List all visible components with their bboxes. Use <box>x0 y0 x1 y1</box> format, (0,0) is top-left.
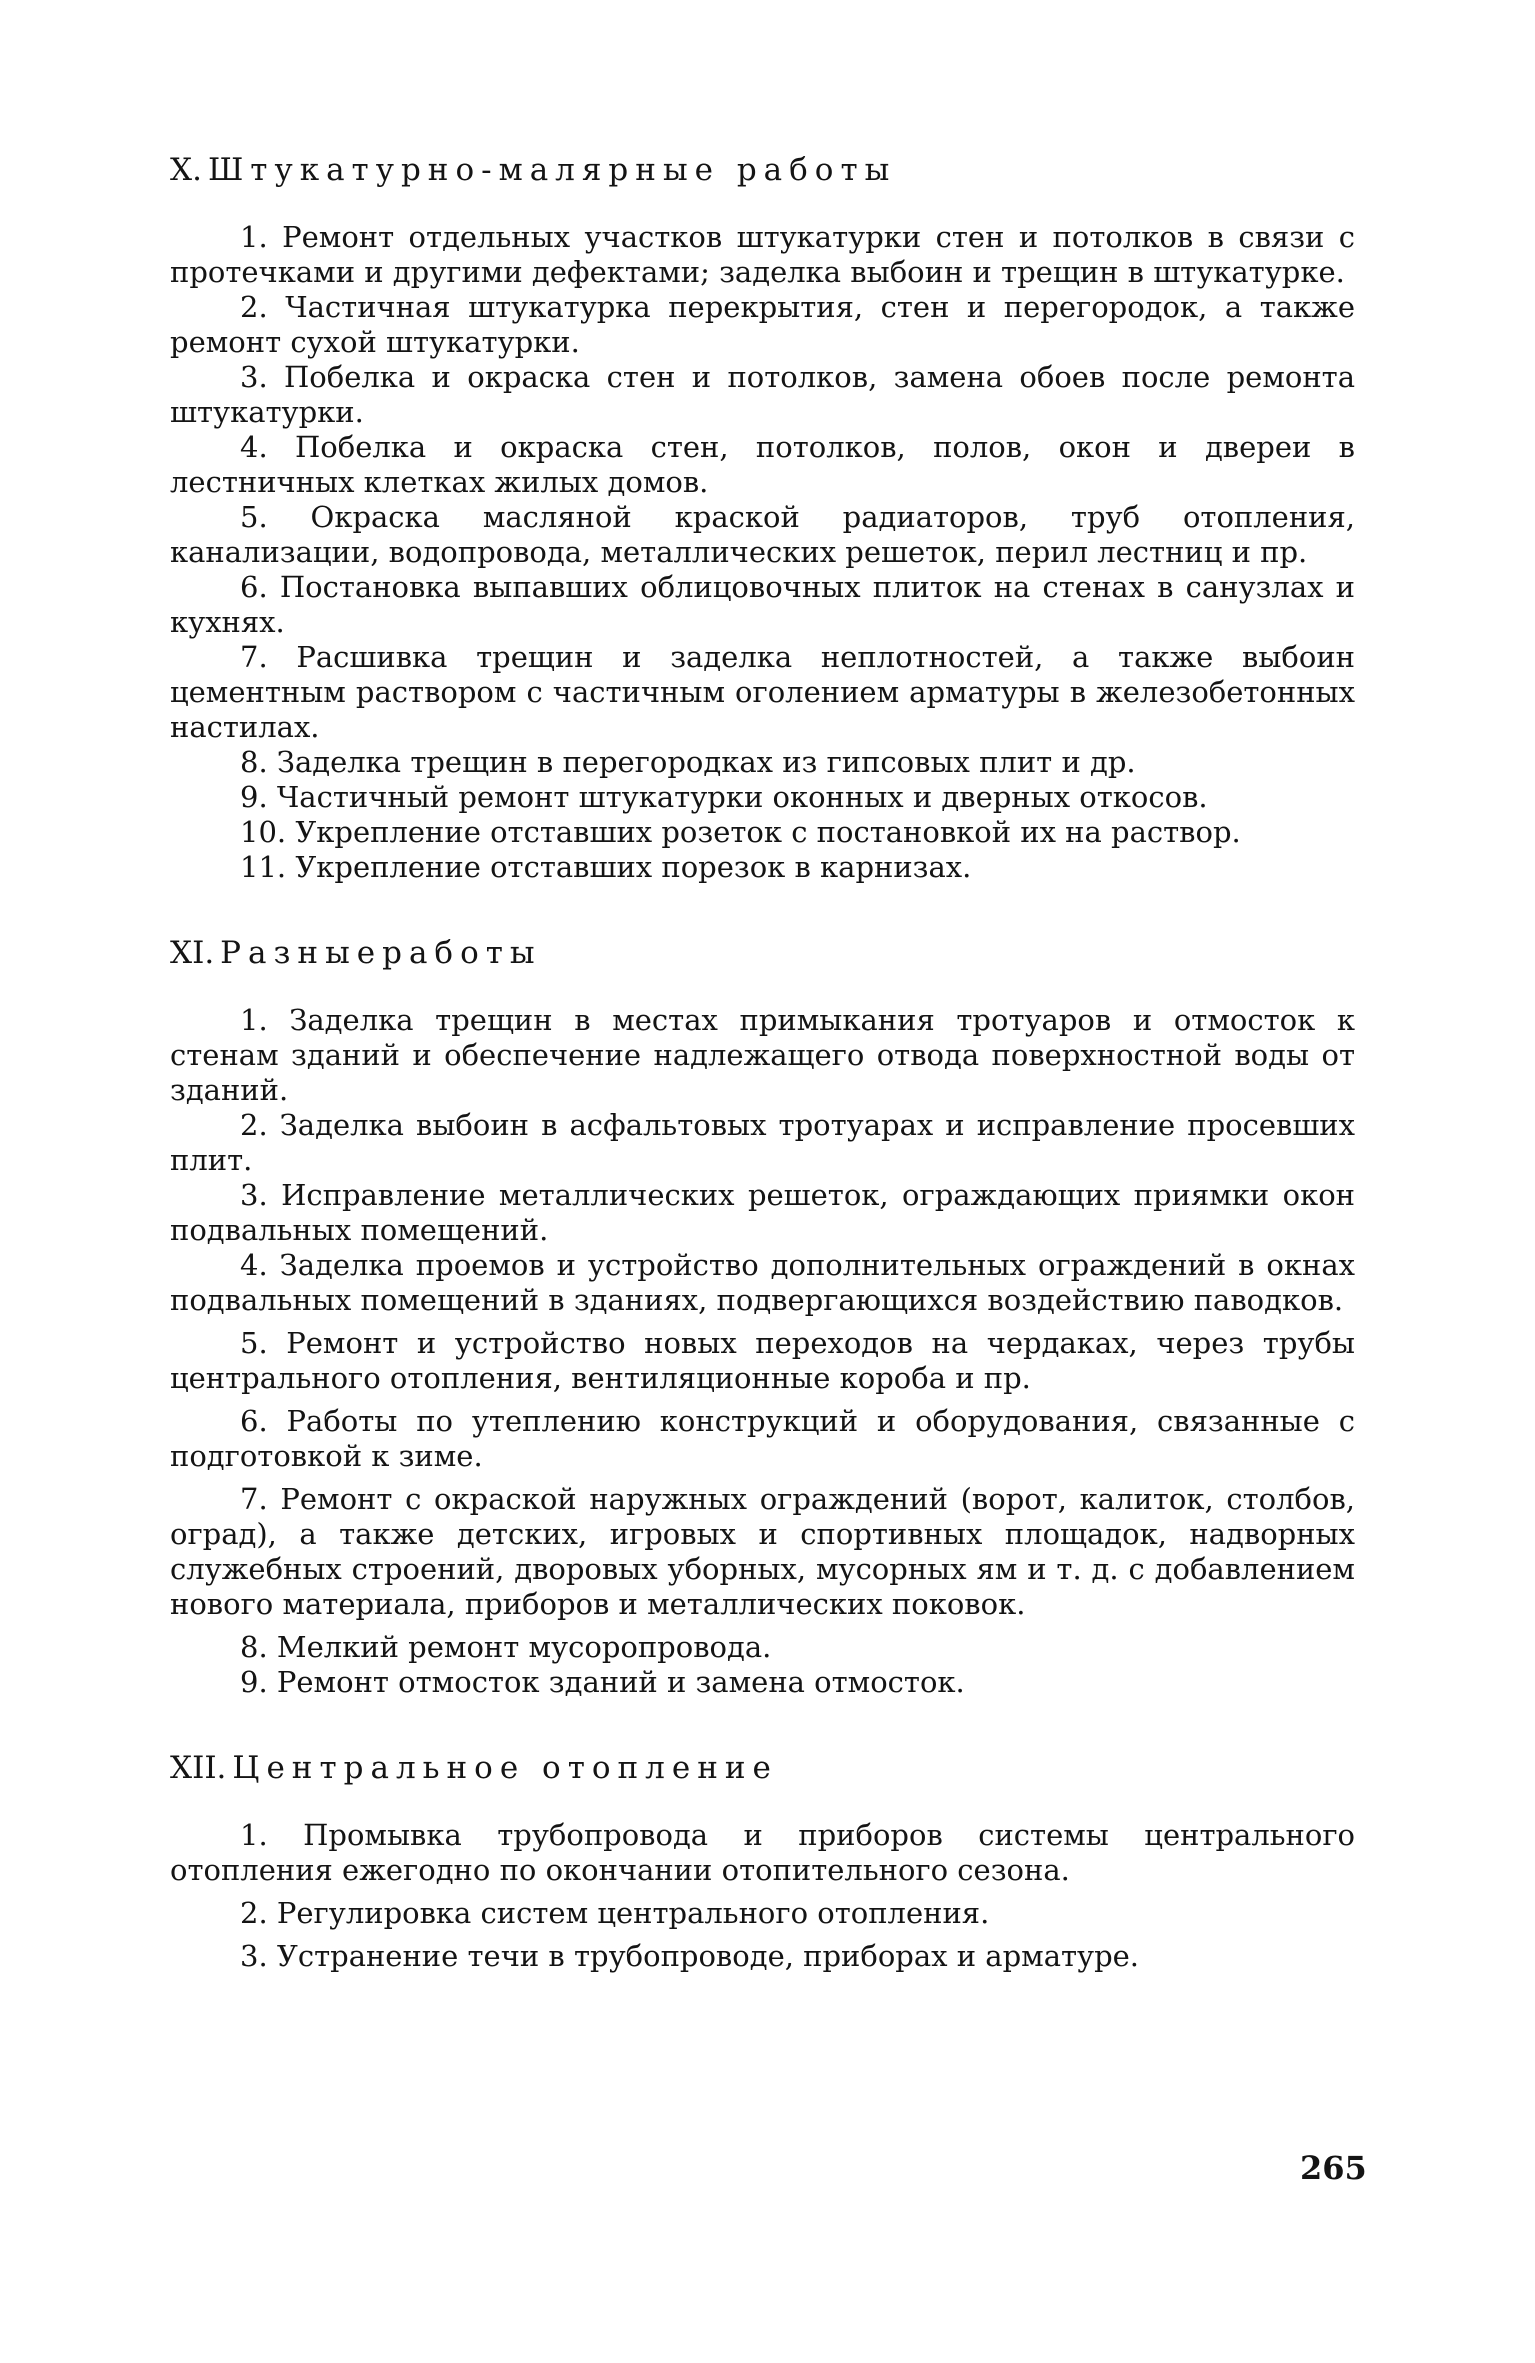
list-item: 3. Устранение течи в трубопроводе, приборах и арматуре. <box>240 1939 1140 1973</box>
list-item: 2. Регулировка систем центрального отопления. <box>240 1896 990 1930</box>
section-heading <box>170 933 1355 973</box>
list-item: 5. Ремонт и устройство новых переходов на чердаках, через трубы центрального отопления, вентиляционные короба и пр. <box>170 1326 1355 1395</box>
document-page <box>170 150 1355 1974</box>
section-heading <box>170 1748 1355 1788</box>
section-number: XII. <box>170 1750 227 1786</box>
section-number: X. <box>170 152 202 188</box>
list-item: 9. Частичный ремонт штукатурки оконных и дверных откосов. <box>240 780 1208 814</box>
list-item: 7. Расшивка трещин и заделка неплотностей, а также выбоин цементным раствором с частичным оголением арматуры в железобетонных настилах. <box>170 640 1355 744</box>
section-xi <box>170 933 1355 1700</box>
section-heading <box>170 150 1355 190</box>
section-number: XI. <box>170 935 215 971</box>
list-item: 10. Укрепление отставших розеток с постановкой их на раствор. <box>240 815 1241 849</box>
section-title: Штукатурно-малярные работы <box>207 152 897 188</box>
section-title: Разныеработы <box>220 935 542 971</box>
list-item: 2. Заделка выбоин в асфальтовых тротуарах и исправление просевших плит. <box>170 1108 1355 1177</box>
section-items <box>170 1003 1355 1700</box>
list-item: 3. Исправление металлических решеток, ограждающих приямки окон подвальных помещений. <box>170 1178 1355 1247</box>
section-items <box>170 1818 1355 1974</box>
section-xii <box>170 1748 1355 1974</box>
list-item: 8. Заделка трещин в перегородках из гипсовых плит и др. <box>240 745 1136 779</box>
page-number: 265 <box>1300 2149 1367 2187</box>
list-item: 7. Ремонт с окраской наружных ограждений (ворот, калиток, столбов, оград), а также детских, игровых и спортивных площадок, надворных служебных строений, дворовых уборных, мусорных ям и т. д. с добавлением нового материала, приборов и металлических поковок. <box>170 1482 1355 1621</box>
list-item: 5. Окраска масляной краской радиаторов, труб отопления, канализации, водопровода, металлических решеток, перил лестниц и пр. <box>170 500 1355 569</box>
list-item: 4. Побелка и окраска стен, потолков, полов, окон и двереи в лестничных клетках жилых домов. <box>170 430 1355 499</box>
list-item: 8. Мелкий ремонт мусоропровода. <box>240 1630 772 1664</box>
list-item: 1. Промывка трубопровода и приборов системы центрального отопления ежегодно по окончании отопительного сезона. <box>170 1818 1355 1887</box>
list-item: 4. Заделка проемов и устройство дополнительных ограждений в окнах подвальных помещений в зданиях, подвергающихся воздействию паводков. <box>170 1248 1355 1317</box>
list-item: 6. Постановка выпавших облицовочных плиток на стенах в санузлах и кухнях. <box>170 570 1355 639</box>
list-item: 2. Частичная штукатурка перекрытия, стен и перегородок, а также ремонт сухой штукатурки. <box>170 290 1355 359</box>
list-item: 1. Ремонт отдельных участков штукатурки стен и потолков в связи с протечками и другими дефектами; заделка выбоин и трещин в штукатурке. <box>170 220 1355 289</box>
section-x <box>170 150 1355 885</box>
list-item: 9. Ремонт отмосток зданий и замена отмосток. <box>240 1665 965 1699</box>
section-title: Центральное отопление <box>232 1750 778 1786</box>
list-item: 6. Работы по утеплению конструкций и оборудования, связанные с подготовкой к зиме. <box>170 1404 1355 1473</box>
list-item: 3. Побелка и окраска стен и потолков, замена обоев после ремонта штукатурки. <box>170 360 1355 429</box>
list-item: 1. Заделка трещин в местах примыкания тротуаров и отмосток к стенам зданий и обеспечение надлежащего отвода поверхностной воды от зданий. <box>170 1003 1355 1107</box>
section-items <box>170 220 1355 885</box>
list-item: 11. Укрепление отставших порезок в карнизах. <box>240 850 972 884</box>
